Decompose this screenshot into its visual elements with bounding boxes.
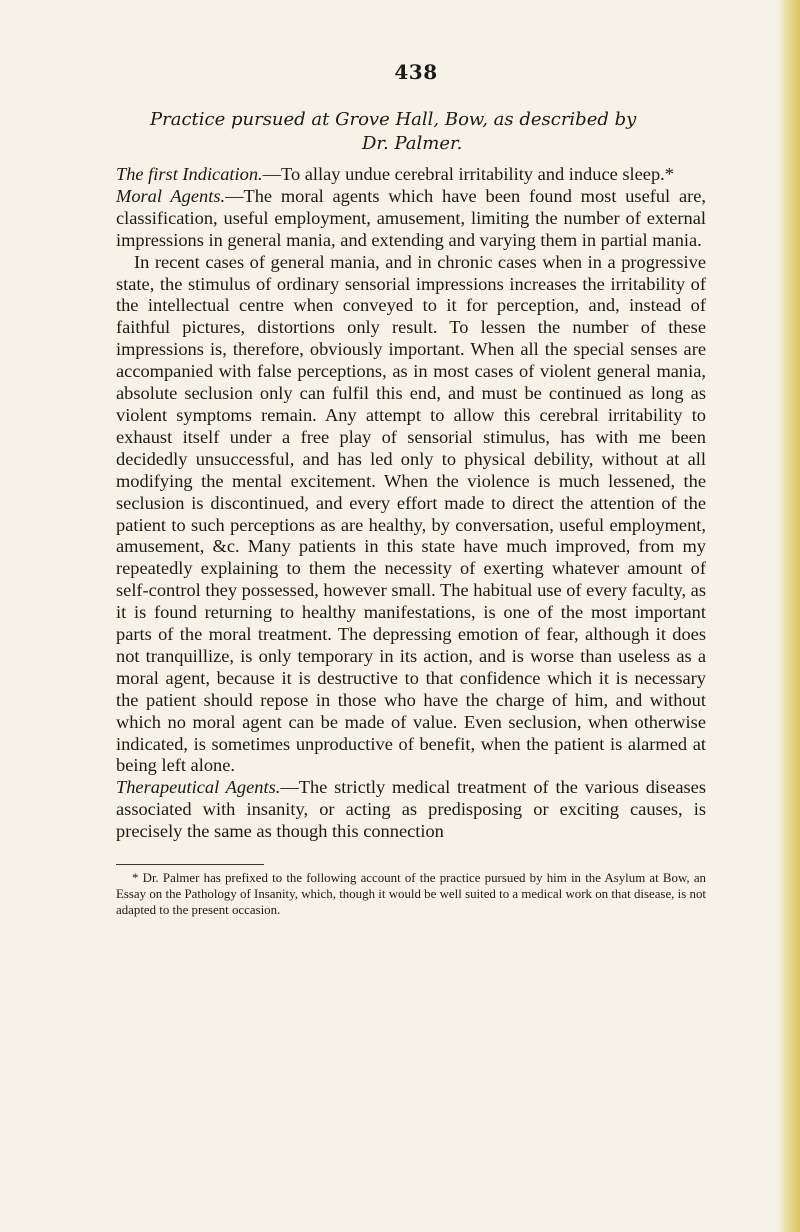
lead-therapeutical-agents: Therapeutical Agents. [116, 777, 281, 798]
text-therapeutical-agents: —The strictly medical treatment of the various diseases associated with insanity, or acting as predisposing or exciting causes, is precisely the same as though this connection [116, 777, 706, 842]
lead-first-indication: The first Indication. [116, 164, 263, 184]
paragraph-recent-cases: In recent cases of general mania, and in chronic cases when in a progressive state, the stimulus of ordinary sensorial impressions increases the irritability of the intellectual centre when conveyed to it for perception, and, instead of faithful pictures, distortions only result. To lessen the number of these impressions is, therefore, obviously important. When all the special senses are accompanied with false perceptions, as in most cases of violent general mania, absolute seclusion only can fulfil this end, and must be continued as long as violent symptoms remain. Any attempt to allow this cerebral irritability to exhaust itself under a free play of sensorial stimulus, has with me been decidedly unsuccessful, and has led only to physical debility, without at all modifying the mental excitement. When the violence is much lessened, the seclusion is discontinued, and every effort made to direct the attention of the patient to such perceptions as are healthy, by conversation, useful employment, amusement, &c. Many patients in this state have much improved, from my repeatedly explaining to them the necessity of exerting whatever amount of self-control they possessed, however small. The habitual use of every faculty, as it is found returning to healthy manifestations, is one of the most important parts of the moral treatment. The depressing emotion of fear, although it does not tranquillize, is only temporary in its action, and is worse than useless as a moral agent, because it is destructive to that confidence which it is necessary the patient should repose in those who have the charge of him, and without which no moral agent can be made of value. Even seclusion, when otherwise indicated, is sometimes unproductive of benefit, when the patient is alarmed at being left alone. [116, 251, 706, 776]
section-heading [116, 108, 706, 156]
paragraph-moral-agents [116, 186, 706, 252]
text-moral-agents: —The moral agents which have been found most useful are, classification, useful employment, amusement, limiting the number of external impressions in general mania, and extending and varying them in partial mania. [116, 185, 706, 250]
paragraph-first-indication [116, 164, 706, 186]
page-edge [778, 0, 800, 1232]
heading-line-2: Dr. Palmer. [362, 133, 463, 154]
heading-line-1: Practice pursued at Grove Hall, Bow, as described by [150, 109, 637, 130]
lead-moral-agents: Moral Agents. [116, 185, 226, 206]
footnote-divider [116, 864, 264, 865]
book-page [116, 58, 706, 918]
footnote: * Dr. Palmer has prefixed to the following account of the practice pursued by him in the Asylum at Bow, an Essay on the Pathology of Insanity, which, though it would be well suited to a medical work on that disease, is not adapted to the present occasion. [116, 871, 706, 918]
text-first-indication: —To allay undue cerebral irritability and induce sleep.* [262, 164, 674, 184]
paragraph-therapeutical-agents [116, 777, 706, 843]
body-text [116, 164, 706, 843]
page-number: 438 [394, 60, 438, 84]
